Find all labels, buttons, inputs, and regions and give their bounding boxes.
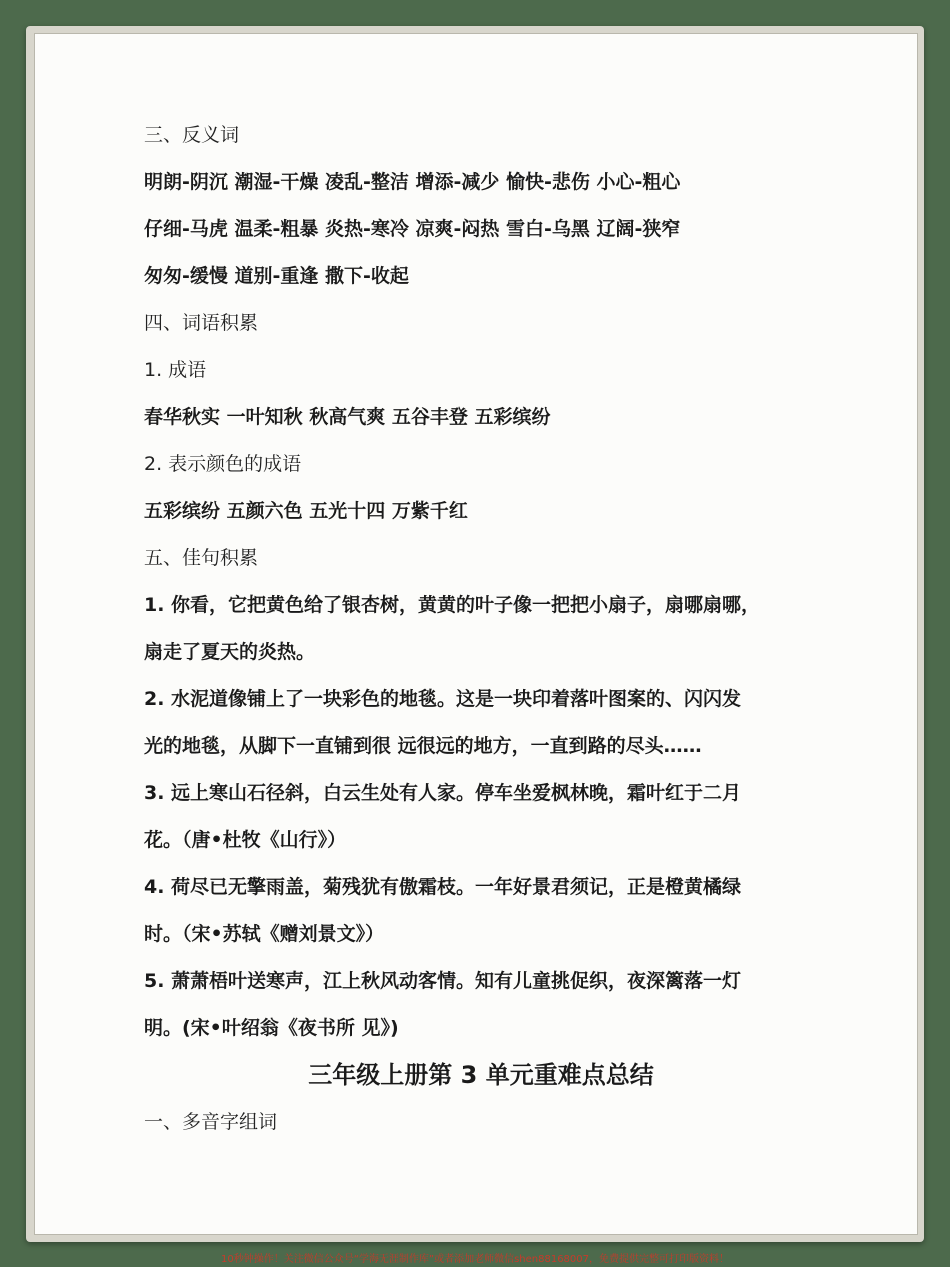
document-content — [144, 112, 824, 1146]
sentence-3-line-1: 3. 远上寒山石径斜，白云生处有人家。停车坐爱枫林晚，霜叶红于二月 — [144, 782, 742, 804]
sentence-3-line-2: 花。（唐•杜牧《山行》） — [144, 829, 347, 851]
section-heading-polyphones: 一、多音字组词 — [144, 1111, 278, 1133]
antonym-line-3: 匆匆-缓慢 道别-重逢 撒下-收起 — [144, 265, 409, 287]
antonym-line-1: 明朗-阴沉 潮湿-干燥 凌乱-整洁 增添-减少 愉快-悲伤 小心-粗心 — [144, 171, 681, 193]
section-heading-vocabulary: 四、词语积累 — [144, 312, 259, 334]
footer-notice: 10秒钟操作！关注微信公众号“学海无涯制作库”或者添加老师微信shen88168007，免费提供完整可打印版资料！ — [220, 1254, 730, 1265]
subheading-idioms: 1. 成语 — [144, 359, 207, 381]
sentence-5-line-2: 明。(宋•叶绍翁《夜书所 见》) — [144, 1017, 399, 1039]
sentence-1-line-1: 1. 你看，它把黄色给了银杏树，黄黄的叶子像一把把小扇子，扇哪扇哪， — [144, 594, 761, 616]
antonym-line-2: 仔细-马虎 温柔-粗暴 炎热-寒冷 凉爽-闷热 雪白-乌黑 辽阔-狭窄 — [144, 218, 681, 240]
section-heading-antonyms: 三、反义词 — [144, 124, 240, 146]
idioms-line-2: 五彩缤纷 五颜六色 五光十四 万紫千红 — [144, 500, 468, 522]
section-heading-sentences: 五、佳句积累 — [144, 547, 259, 569]
sentence-4-line-1: 4. 荷尽已无擎雨盖，菊残犹有傲霜枝。一年好景君须记，正是橙黄橘绿 — [144, 876, 742, 898]
idioms-line-1: 春华秋实 一叶知秋 秋高气爽 五谷丰登 五彩缤纷 — [144, 406, 551, 428]
sentence-1-line-2: 扇走了夏天的炎热。 — [144, 641, 316, 663]
sentence-4-line-2: 时。（宋•苏轼《赠刘景文》） — [144, 923, 385, 945]
sentence-2-line-1: 2. 水泥道像铺上了一块彩色的地毯。这是一块印着落叶图案的、闪闪发 — [144, 688, 742, 710]
sentence-5-line-1: 5. 萧萧梧叶送寒声，江上秋风动客情。知有儿童挑促织，夜深篱落一灯 — [144, 970, 742, 992]
subheading-color-idioms: 2. 表示颜色的成语 — [144, 453, 302, 475]
sentence-2-line-2: 光的地毯，从脚下一直铺到很 远很远的地方，一直到路的尽头…… — [144, 735, 702, 757]
unit-title: 三年级上册第 3 单元重难点总结 — [308, 1061, 654, 1089]
